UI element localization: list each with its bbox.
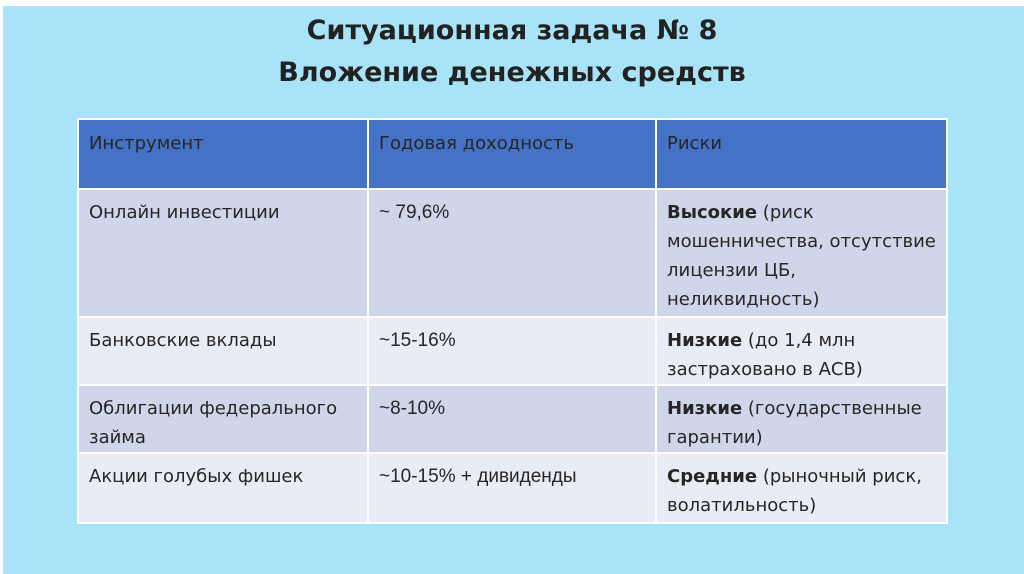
cell-risks [656,317,947,385]
yield-value: ~8-10% [379,398,446,419]
header-instrument: Инструмент [78,119,368,189]
risk-detail: (риск мошенничества, отсутствие лицензии ЦБ, неликвидность) [667,202,936,310]
cell-yield [368,189,656,317]
risk-detail: (до 1,4 млн застраховано в АСВ) [667,330,863,380]
slide-title [0,10,1024,94]
yield-value: ~ 79,6% [379,202,450,223]
cell-risks [656,385,947,453]
header-risks: Риски [656,119,947,189]
risk-level: Высокие [667,202,758,223]
header-yield: Годовая доходность [368,119,656,189]
risk-level: Средние [667,466,758,487]
cell-risks [656,453,947,523]
risk-detail: (государственные гарантии) [667,398,922,448]
risk-level: Низкие [667,330,743,351]
risk-detail: (рыночный риск, волатильность) [667,466,922,516]
cell-yield [368,317,656,385]
cell-instrument: Облигации федерального займа [78,385,368,453]
cell-yield [368,385,656,453]
table-row [78,385,947,453]
cell-instrument: Акции голубых фишек [78,453,368,523]
title-line-2: Вложение денежных средств [278,57,746,88]
yield-value: ~15-16% [379,330,456,351]
yield-value: ~10-15% + дивиденды [379,466,577,487]
cell-risks [656,189,947,317]
table-header-row [78,119,947,189]
top-frame-edge [0,0,1024,6]
investment-table [77,118,948,524]
cell-instrument: Банковские вклады [78,317,368,385]
risk-level: Низкие [667,398,743,419]
cell-yield [368,453,656,523]
table-row [78,189,947,317]
title-line-1: Ситуационная задача № 8 [306,15,718,46]
table-row [78,317,947,385]
table-row [78,453,947,523]
cell-instrument: Онлайн инвестиции [78,189,368,317]
